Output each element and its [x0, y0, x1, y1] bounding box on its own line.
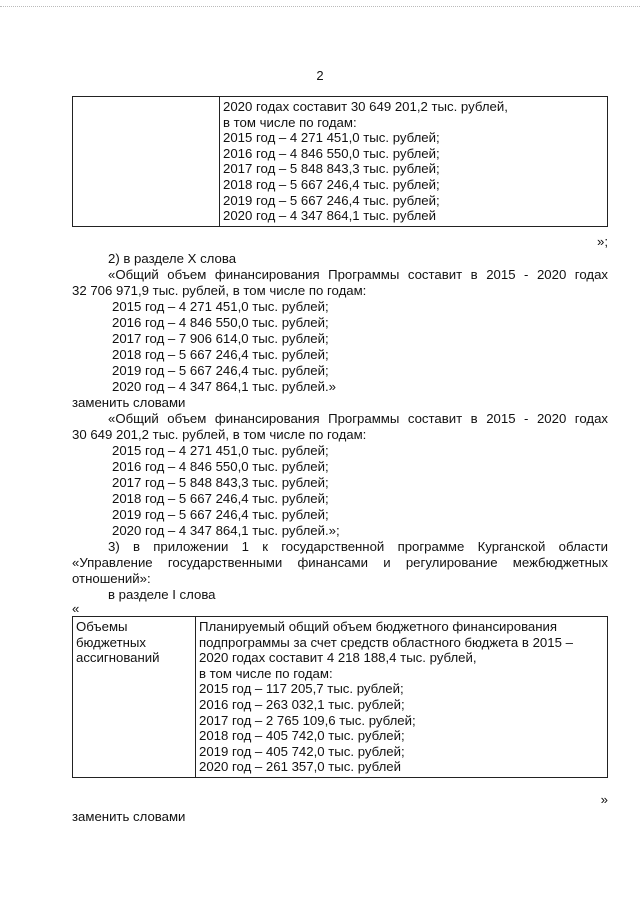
bottom-table-line: 2015 год – 117 205,7 тыс. рублей;	[199, 681, 404, 697]
item2-new-intro-cont: 30 649 201,2 тыс. рублей, в том числе по годам:	[72, 427, 367, 442]
top-table-line: 2017 год – 5 848 843,3 тыс. рублей;	[223, 161, 440, 177]
item2-old-year: 2018 год – 5 667 246,4 тыс. рублей;	[112, 347, 329, 362]
bottom-table	[72, 616, 608, 778]
replace-with-label: заменить словами	[72, 395, 186, 410]
bottom-table-right-cell	[196, 617, 608, 778]
item2-new-year: 2015 год – 4 271 451,0 тыс. рублей;	[112, 443, 329, 458]
bottom-table-label: ассигнований	[76, 650, 160, 666]
item2-old-year: 2020 год – 4 347 864,1 тыс. рублей.»	[112, 379, 336, 394]
item3-section: в разделе I слова	[108, 587, 216, 602]
replace-with-label: заменить словами	[72, 809, 186, 824]
item2-old-year: 2019 год – 5 667 246,4 тыс. рублей;	[112, 363, 329, 378]
top-table-right-cell	[220, 97, 608, 227]
bottom-table-line: 2016 год – 263 032,1 тыс. рублей;	[199, 696, 405, 712]
item3-text-end: отношений»:	[72, 571, 151, 586]
item3-text: 3) в приложении 1 к государственной программе Курганской области	[108, 539, 608, 554]
item2-old-year: 2017 год – 7 906 614,0 тыс. рублей;	[112, 331, 329, 346]
item2-old-year: 2016 год – 4 846 550,0 тыс. рублей;	[112, 315, 329, 330]
top-table-line: 2015 год – 4 271 451,0 тыс. рублей;	[223, 130, 440, 146]
closing-quote: »	[600, 792, 608, 807]
item2-new-year: 2020 год – 4 347 864,1 тыс. рублей.»;	[112, 523, 340, 538]
item2-new-year: 2018 год – 5 667 246,4 тыс. рублей;	[112, 491, 329, 506]
item2-old-year: 2015 год – 4 271 451,0 тыс. рублей;	[112, 299, 329, 314]
top-table-left-cell	[73, 97, 220, 227]
top-table-line: 2019 год – 5 667 246,4 тыс. рублей;	[223, 192, 440, 208]
item2-new-year: 2017 год – 5 848 843,3 тыс. рублей;	[112, 475, 329, 490]
bottom-table-line: 2020 годах составит 4 218 188,4 тыс. рублей,	[199, 650, 477, 666]
top-table-line: 2016 год – 4 846 550,0 тыс. рублей;	[223, 145, 440, 161]
top-table-line: 2018 год – 5 667 246,4 тыс. рублей;	[223, 176, 440, 192]
bottom-table-left-cell	[73, 617, 196, 778]
item2-heading: 2) в разделе X слова	[108, 251, 237, 266]
scan-artifact-line	[0, 6, 640, 9]
item2-new-year: 2016 год – 4 846 550,0 тыс. рублей;	[112, 459, 329, 474]
bottom-table-line: подпрограммы за счет средств областного бюджета в 2015 –	[199, 634, 573, 650]
top-table-line: 2020 год – 4 347 864,1 тыс. рублей	[223, 208, 436, 224]
bottom-table-line: Планируемый общий объем бюджетного финансирования	[199, 619, 558, 634]
bottom-table-line: 2020 год – 261 357,0 тыс. рублей	[199, 759, 401, 775]
bottom-table-line: 2018 год – 405 742,0 тыс. рублей;	[199, 728, 405, 744]
bottom-table-label: бюджетных	[76, 634, 146, 650]
item2-new-year: 2019 год – 5 667 246,4 тыс. рублей;	[112, 507, 329, 522]
opening-quote: «	[72, 601, 80, 616]
item2-new-intro: «Общий объем финансирования Программы составит в 2015 - 2020 годах	[108, 411, 608, 426]
top-table	[72, 96, 608, 227]
bottom-table-line: в том числе по годам:	[199, 665, 333, 681]
item2-old-intro: «Общий объем финансирования Программы составит в 2015 - 2020 годах	[108, 267, 608, 282]
page-number: 2	[316, 68, 324, 83]
bottom-table-line: 2019 год – 405 742,0 тыс. рублей;	[199, 743, 405, 759]
closing-quote: »;	[597, 234, 608, 249]
bottom-table-line: 2017 год – 2 765 109,6 тыс. рублей;	[199, 712, 416, 728]
top-table-line: 2020 годах составит 30 649 201,2 тыс. рублей,	[223, 99, 508, 114]
item3-text-cont: «Управление государственными финансами и регулирование межбюджетных	[72, 555, 608, 570]
bottom-table-label: Объемы	[76, 619, 128, 634]
item2-old-intro-cont: 32 706 971,9 тыс. рублей, в том числе по годам:	[72, 283, 367, 298]
top-table-line: в том числе по годам:	[223, 114, 357, 130]
